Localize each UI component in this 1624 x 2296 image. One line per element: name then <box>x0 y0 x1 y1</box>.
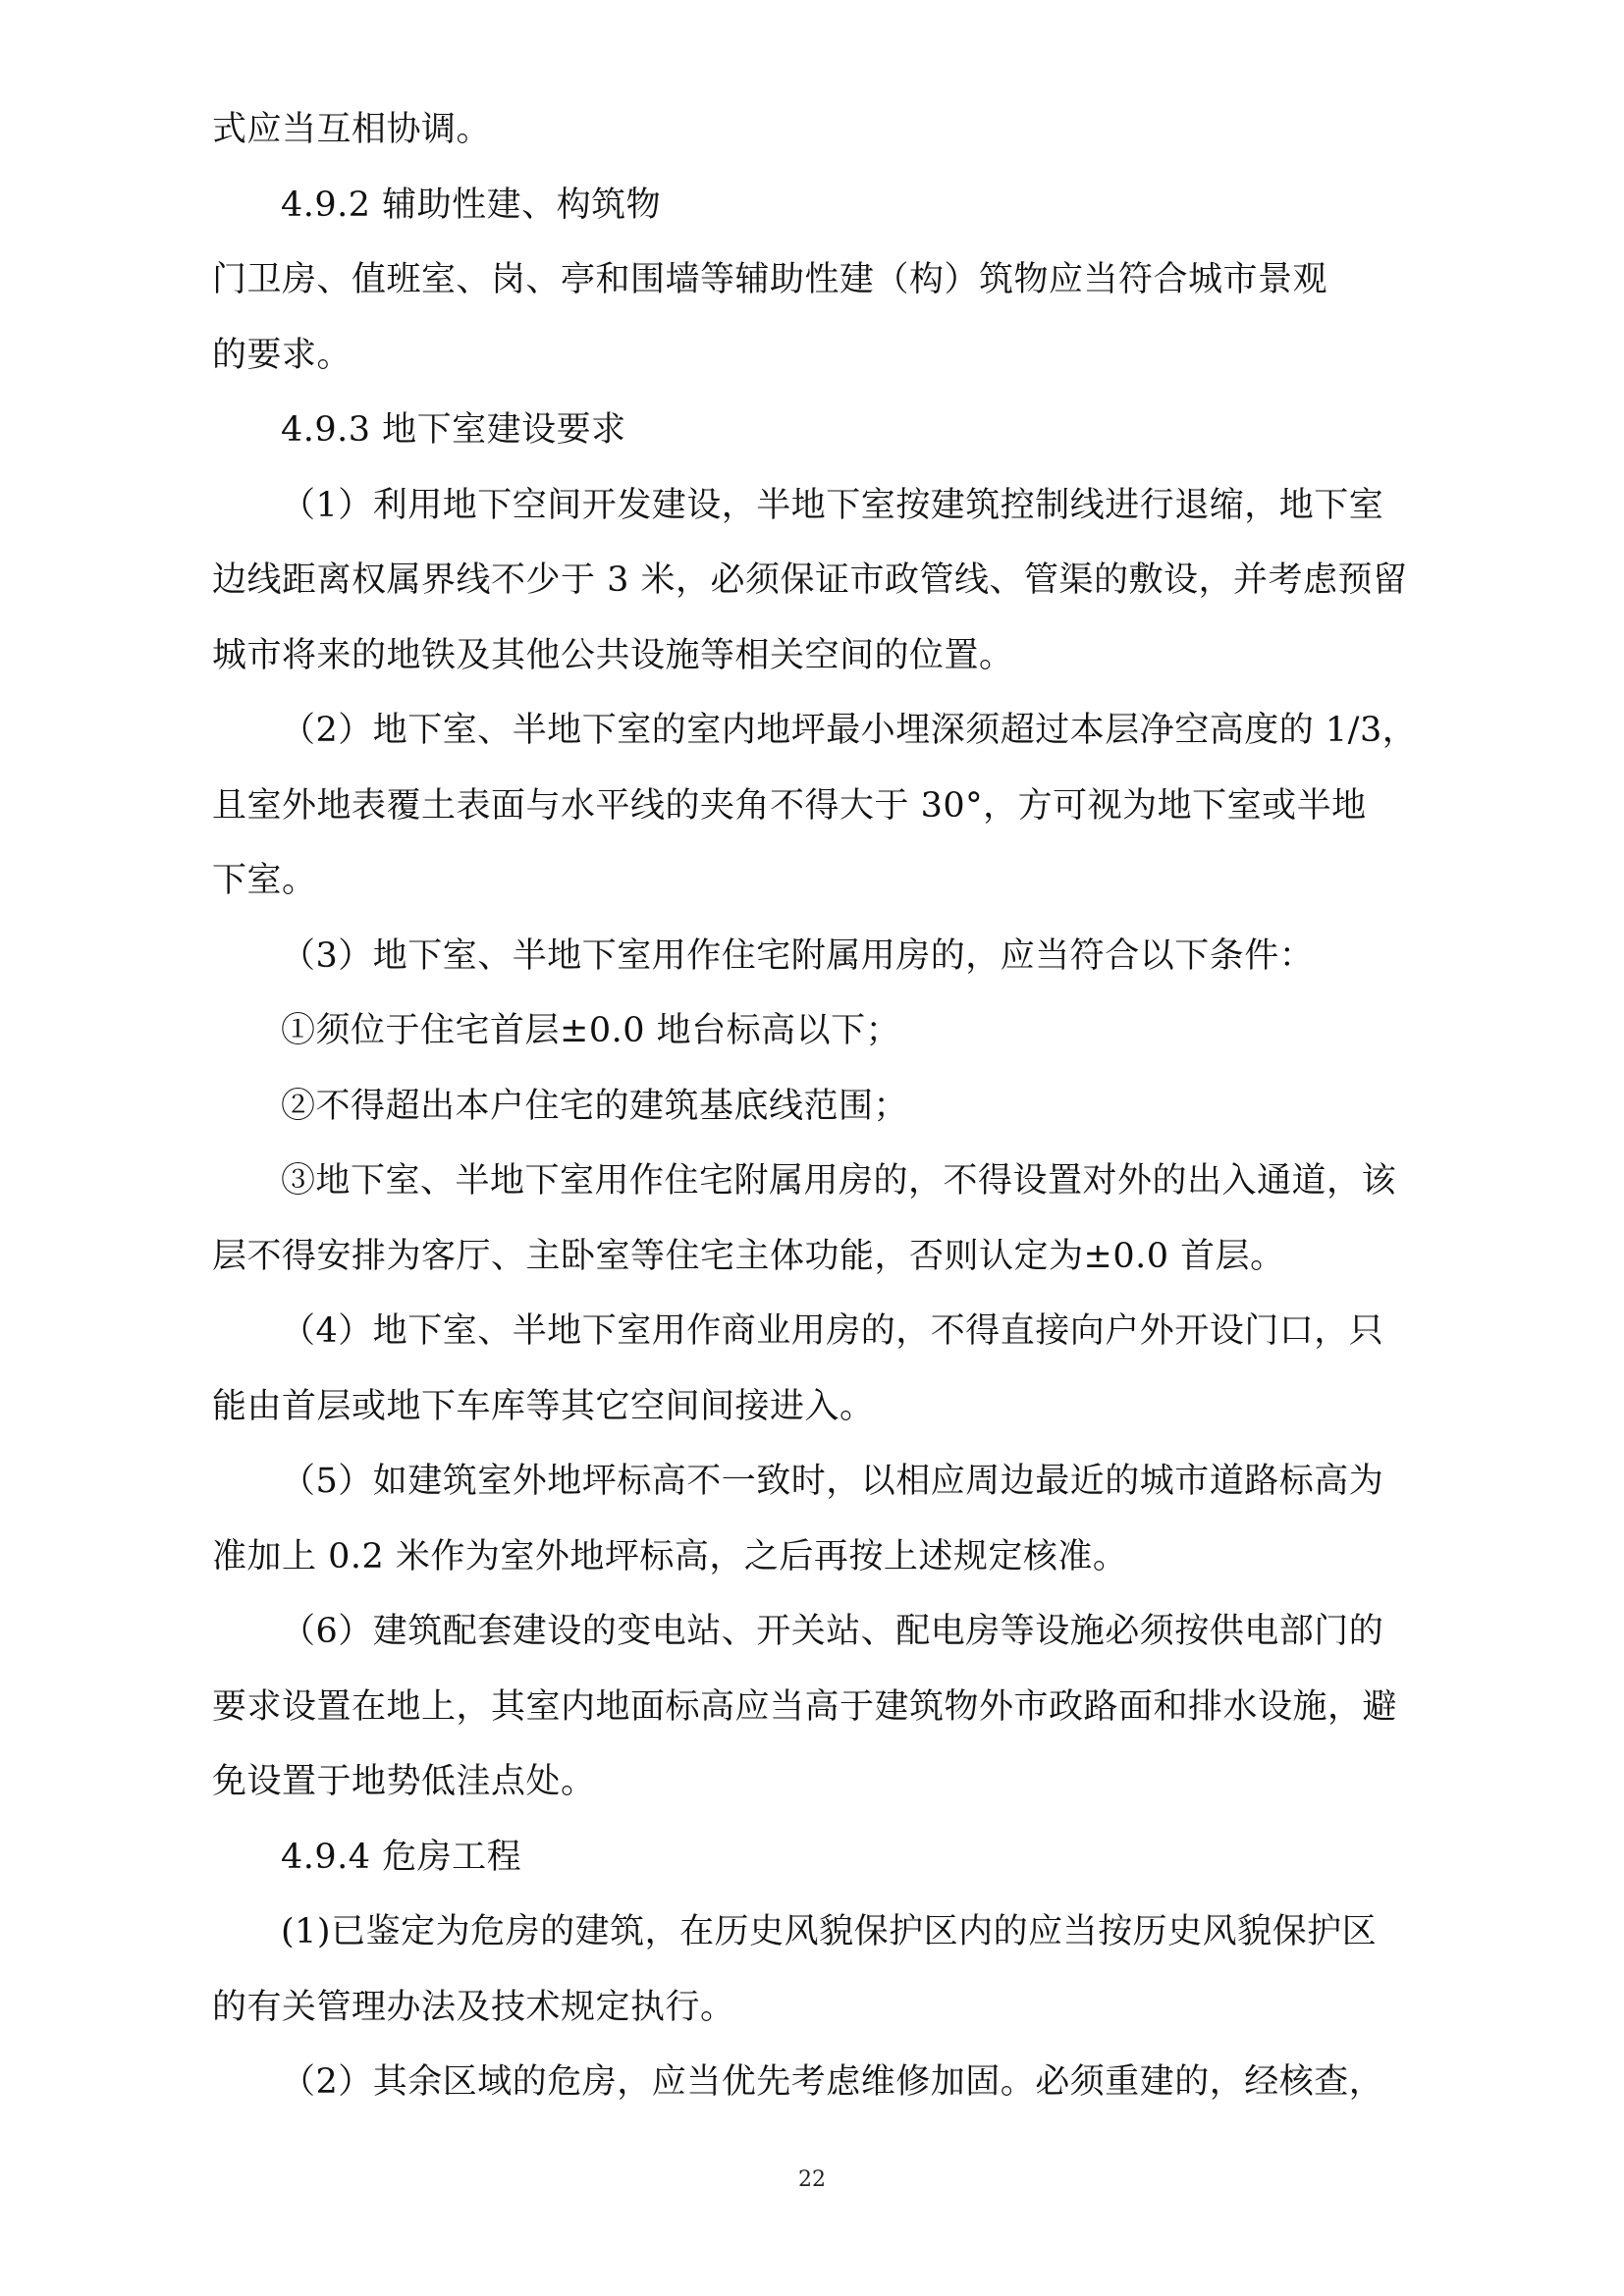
section-heading-4-9-4: 4.9.4 危房工程 <box>281 1838 522 1877</box>
section-heading-4-9-3: 4.9.3 地下室建设要求 <box>281 410 626 450</box>
text-line: 层不得安排为客厅、主卧室等住宅主体功能，否则认定为±0.0 首层。 <box>212 1237 1285 1276</box>
text-line: （6）建筑配套建设的变电站、开关站、配电房等设施必须按供电部门的 <box>281 1612 1384 1651</box>
list-item: ③地下室、半地下室用作住宅附属用房的，不得设置对外的出入通道，该 <box>281 1161 1397 1201</box>
text-line: 准加上 0.2 米作为室外地坪标高，之后再按上述规定核准。 <box>212 1537 1128 1576</box>
text-line: 城市将来的地铁及其他公共设施等相关空间的位置。 <box>212 636 1014 675</box>
text-line: 免设置于地势低洼点处。 <box>212 1762 596 1801</box>
text-line: 能由首层或地下车库等其它空间间接进入。 <box>212 1387 875 1426</box>
text-line: 门卫房、值班室、岗、亭和围墙等辅助性建（构）筑物应当符合城市景观 <box>212 260 1328 299</box>
text-line: 的要求。 <box>212 336 352 375</box>
list-item: ①须位于住宅首层±0.0 地台标高以下； <box>281 1011 901 1050</box>
text-line: （3）地下室、半地下室用作住宅附属用房的，应当符合以下条件： <box>281 936 1315 976</box>
text-line: 式应当互相协调。 <box>212 110 492 149</box>
text-line: 边线距离权属界线不少于 3 米，必须保证市政管线、管渠的敷设，并考虑预留 <box>212 561 1408 600</box>
page-number: 22 <box>798 2167 826 2192</box>
text-line: 的有关管理办法及技术规定执行。 <box>212 1988 735 2027</box>
section-heading-4-9-2: 4.9.2 辅助性建、构筑物 <box>281 186 662 225</box>
text-line: （2）地下室、半地下室的室内地坪最小埋深须超过本层净空高度的 1/3， <box>281 711 1418 750</box>
text-line: 且室外地表覆土表面与水平线的夹角不得大于 30°，方可视为地下室或半地 <box>212 786 1367 826</box>
text-line: 要求设置在地上，其室内地面标高应当高于建筑物外市政路面和排水设施，避 <box>212 1687 1398 1727</box>
text-line: （5）如建筑室外地坪标高不一致时，以相应周边最近的城市道路标高为 <box>281 1462 1384 1501</box>
text-line: 下室。 <box>212 861 317 900</box>
list-item: ②不得超出本户住宅的建筑基底线范围； <box>281 1087 909 1126</box>
text-line: （4）地下室、半地下室用作商业用房的，不得直接向户外开设门口，只 <box>281 1311 1384 1351</box>
text-line: （1）利用地下空间开发建设，半地下室按建筑控制线进行退缩，地下室 <box>281 486 1384 525</box>
text-line: (1)已鉴定为危房的建筑，在历史风貌保护区内的应当按历史风貌保护区 <box>281 1912 1378 1951</box>
text-line: （2）其余区域的危房，应当优先考虑维修加固。必须重建的，经核查， <box>281 2062 1384 2102</box>
